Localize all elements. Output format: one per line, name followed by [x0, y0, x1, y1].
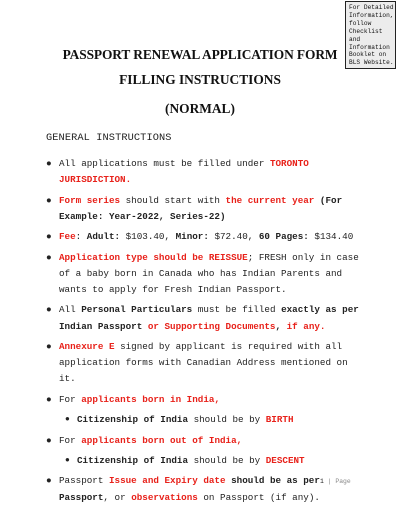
item-highlight: observations: [131, 491, 198, 503]
list-item: [46, 193, 360, 225]
item-text: Passport: [59, 475, 109, 487]
document-subtitle: FILLING INSTRUCTIONS: [119, 72, 281, 87]
item-highlight: Annexure E: [59, 340, 115, 352]
note-line: For Detailed: [349, 4, 394, 11]
list-item: [46, 473, 360, 505]
document-type: (NORMAL): [165, 101, 235, 116]
note-line: Information: [349, 43, 390, 51]
bullet-icon: ●: [65, 455, 70, 465]
note-line: and: [349, 35, 361, 43]
bullet-icon: ●: [46, 194, 52, 206]
item-bold: Minor:: [175, 231, 209, 243]
item-bold: exactly as per Indian Passport: [59, 304, 359, 332]
item-bold: 60 Pages:: [258, 231, 309, 243]
footer-separator: |: [323, 478, 336, 485]
item-bold: Adult:: [86, 231, 121, 243]
item-highlight: Application type should be REISSUE: [59, 251, 248, 263]
item-highlight: or Supporting Documents: [142, 320, 276, 332]
item-text: For: [59, 434, 82, 446]
item-bold: should be as per Passport: [59, 475, 320, 503]
item-highlight: TORONTO JURISDICTION: [59, 158, 309, 186]
list-item: [46, 339, 360, 388]
document-title: PASSPORT RENEWAL APPLICATION FORM: [62, 47, 338, 62]
bullet-icon: ●: [46, 340, 52, 352]
item-text: ,: [236, 434, 243, 446]
footer-page-label: Page: [335, 478, 351, 485]
list-item: [46, 250, 360, 299]
item-text: .: [319, 320, 326, 332]
item-text: ; FRESH only in case of a baby born in Canada who has Indian Parents and wants to apply for Fresh Indian Passport.: [59, 251, 359, 295]
list-item: [46, 229, 360, 245]
page-number: 1: [320, 478, 324, 485]
item-text: should be by: [188, 454, 266, 466]
bullet-icon: ●: [46, 251, 52, 263]
bullet-icon: ●: [46, 158, 52, 169]
item-text: signed by applicant is required with all application forms with Canadian Address mentioned on it.: [59, 340, 348, 385]
list-item: [46, 302, 360, 334]
note-line: Information,: [349, 11, 394, 19]
item-text: $134.40: [308, 231, 354, 243]
note-line: BLS Website.: [349, 59, 394, 67]
note-line: Checklist: [349, 27, 383, 35]
item-highlight: Form series: [59, 194, 121, 206]
note-line: follow: [349, 19, 372, 27]
item-highlight: BIRTH: [265, 414, 294, 426]
item-text: :: [75, 231, 87, 243]
sub-list-item: [46, 412, 360, 428]
list-item: [46, 156, 360, 188]
bullet-icon: ●: [65, 415, 70, 425]
item-text: ,: [275, 320, 287, 332]
item-highlight: the current year: [225, 194, 315, 206]
bullet-icon: ●: [46, 475, 52, 487]
item-highlight: applicants born in India: [81, 393, 215, 405]
note-line: Booklet on: [349, 51, 387, 59]
item-highlight: if any: [286, 320, 320, 332]
list-item: [46, 392, 360, 408]
item-bold: Personal Particulars: [81, 304, 193, 316]
item-text: on Passport (if any).: [197, 491, 320, 503]
item-text: All applications must be filled under: [59, 158, 270, 169]
page-footer: [320, 478, 351, 485]
item-bold: (For Example: Year-2022, Series-22): [59, 194, 343, 222]
item-text: should start with: [120, 194, 226, 206]
instruction-list: [46, 156, 360, 510]
list-item: [46, 433, 360, 449]
item-highlight: applicants born out of India: [81, 434, 237, 446]
item-text: $103.40,: [120, 231, 176, 243]
section-heading: GENERAL INSTRUCTIONS: [46, 132, 172, 144]
item-bold: Citizenship of India: [77, 414, 189, 426]
item-highlight: Issue and Expiry date: [108, 475, 226, 487]
bullet-icon: ●: [46, 231, 52, 243]
bullet-icon: ●: [46, 304, 52, 316]
item-text: ,: [214, 393, 221, 405]
item-highlight: DESCENT: [265, 454, 305, 466]
item-highlight: Fee: [59, 231, 76, 243]
sub-list-item: [46, 453, 360, 469]
item-text: , or: [103, 491, 132, 503]
item-bold: Citizenship of India: [77, 454, 189, 466]
item-text: For: [59, 393, 82, 405]
bullet-icon: ●: [46, 393, 52, 405]
item-text: All: [59, 304, 82, 316]
item-text: $72.40,: [208, 231, 259, 243]
item-text: .: [125, 174, 132, 186]
item-text: must be filled: [192, 304, 282, 316]
bullet-icon: ●: [46, 434, 52, 446]
item-text: should be by: [188, 414, 266, 426]
